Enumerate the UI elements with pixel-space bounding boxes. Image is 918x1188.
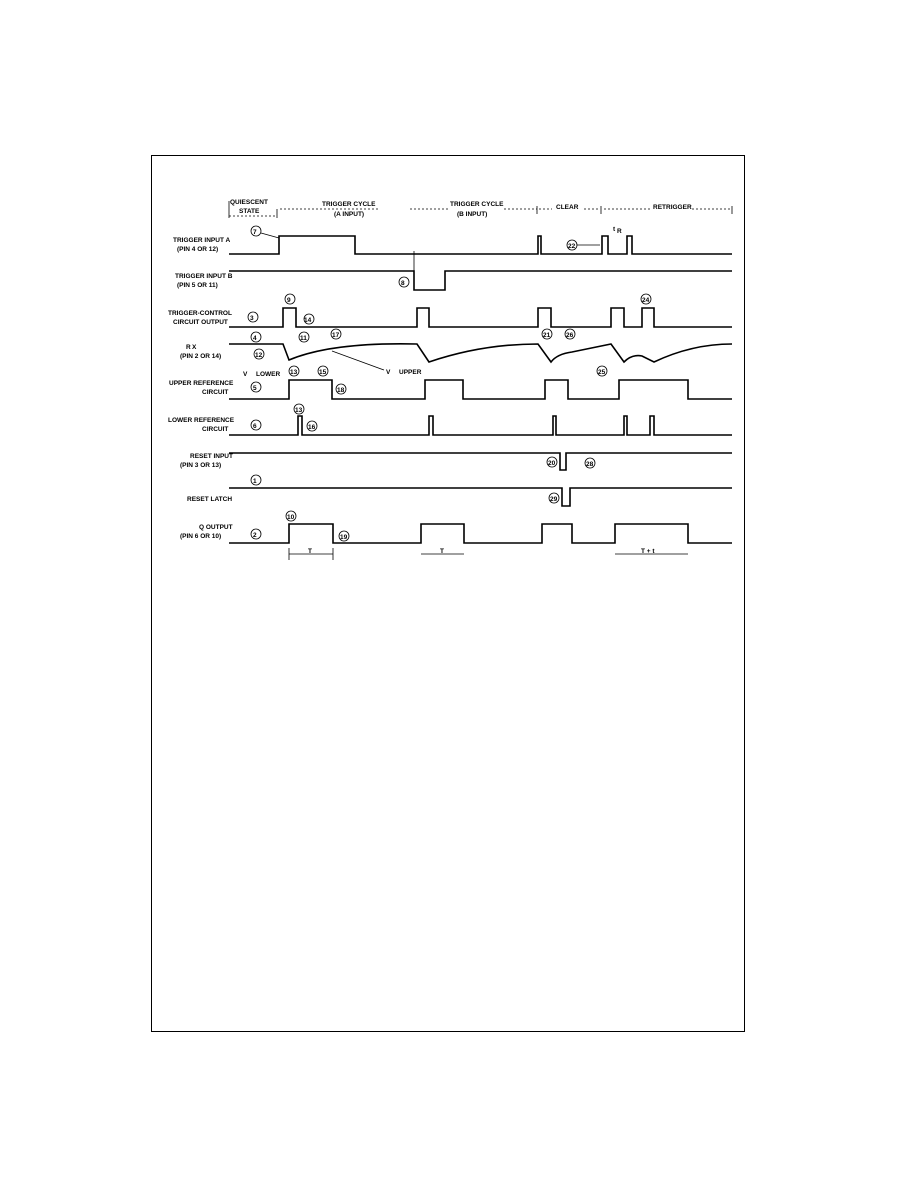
marker-1 (251, 475, 261, 485)
svg-text:12: 12 (255, 352, 263, 359)
marker-19 (339, 531, 349, 541)
marker-5 (251, 382, 261, 392)
marker-28 (585, 458, 595, 468)
svg-text:9: 9 (287, 297, 291, 304)
svg-text:28: 28 (586, 461, 594, 468)
signal-label: TRIGGER-CONTROL (168, 310, 232, 317)
marker-7 (251, 226, 261, 236)
upper-reference-waveform (229, 380, 732, 399)
svg-text:7: 7 (253, 229, 257, 236)
phase-label: TRIGGER CYCLE (450, 201, 504, 208)
marker-16 (307, 421, 317, 431)
svg-text:18: 18 (337, 387, 345, 394)
svg-text:11: 11 (300, 335, 307, 342)
vref-upper-label: UPPER (399, 369, 422, 376)
marker-25 (597, 366, 607, 376)
signal-label: CIRCUIT OUTPUT (173, 319, 228, 326)
marker-8 (399, 277, 409, 287)
signal-label: (PIN 3 OR 13) (180, 462, 222, 469)
phase-label: QUIESCENT (230, 199, 268, 206)
rc-input-waveform (229, 344, 732, 362)
signal-label: LOWER REFERENCE (168, 417, 235, 424)
signal-label: (PIN 2 OR 14) (180, 353, 222, 360)
timing-diagram (152, 156, 746, 1033)
svg-text:8: 8 (401, 280, 405, 287)
tr-label: R (617, 228, 622, 235)
svg-text:15: 15 (319, 369, 327, 376)
svg-text:21: 21 (543, 332, 551, 339)
svg-text:25: 25 (598, 369, 606, 376)
vref-lower-label: V (243, 371, 248, 378)
marker-6 (251, 420, 261, 430)
signal-label: TRIGGER INPUT B (175, 273, 233, 280)
vref-lower-label: LOWER (256, 371, 281, 378)
phase-label: (A INPUT) (334, 211, 365, 218)
marker-9 (285, 294, 295, 304)
svg-text:24: 24 (642, 297, 650, 304)
signal-label: UPPER REFERENCE (169, 380, 234, 387)
pulse-width-label: T + t (641, 548, 655, 555)
phase-label: CLEAR (556, 204, 579, 211)
signal-label: CIRCUIT (202, 389, 229, 396)
signal-label: TRIGGER INPUT A (173, 237, 231, 244)
trigger-a-waveform (229, 236, 732, 254)
svg-text:19: 19 (340, 534, 348, 541)
svg-text:17: 17 (332, 332, 340, 339)
marker-12 (254, 349, 264, 359)
marker-18 (336, 384, 346, 394)
marker-10 (286, 511, 296, 521)
lower-reference-waveform (229, 416, 732, 435)
svg-text:10: 10 (287, 514, 295, 521)
marker-2 (251, 529, 261, 539)
marker-14 (304, 314, 314, 324)
signal-label: (PIN 6 OR 10) (180, 533, 222, 540)
signal-label: RESET LATCH (187, 496, 233, 503)
trigger-b-waveform (229, 271, 732, 290)
marker-24 (641, 294, 651, 304)
marker-22 (567, 240, 577, 250)
signal-label: (PIN 4 OR 12) (177, 246, 219, 253)
svg-text:16: 16 (308, 424, 316, 431)
signal-label: RESET INPUT (190, 453, 233, 460)
pulse-width-label: T (308, 548, 312, 555)
tr-label: t (613, 226, 616, 233)
svg-text:6: 6 (253, 423, 257, 430)
signal-label: R (186, 344, 191, 351)
signal-label: CIRCUIT (202, 426, 229, 433)
marker-3 (248, 312, 258, 322)
marker-11 (299, 332, 309, 342)
pulse-width-label: T (440, 548, 444, 555)
marker-13b (294, 404, 304, 414)
signal-label: (PIN 5 OR 11) (177, 282, 218, 289)
phase-label: STATE (239, 208, 260, 215)
marker-4 (251, 332, 261, 342)
phase-label: TRIGGER CYCLE (322, 201, 376, 208)
reset-latch-waveform (229, 488, 732, 506)
phase-label: (B INPUT) (457, 211, 488, 218)
phase-label: RETRIGGER (653, 204, 692, 211)
vref-upper-label: V (386, 369, 391, 376)
marker-21 (542, 329, 552, 339)
svg-text:13: 13 (290, 369, 298, 376)
svg-text:22: 22 (568, 243, 576, 250)
signal-label: X (192, 344, 197, 351)
svg-text:3: 3 (250, 315, 254, 322)
marker-26 (565, 329, 575, 339)
marker-15 (318, 366, 328, 376)
svg-text:14: 14 (304, 317, 312, 324)
marker-17 (331, 329, 341, 339)
signal-label: Q OUTPUT (199, 524, 233, 531)
svg-text:13: 13 (295, 407, 303, 414)
reset-input-waveform (229, 453, 732, 470)
marker-29 (549, 493, 559, 503)
svg-text:26: 26 (566, 332, 574, 339)
svg-text:20: 20 (548, 460, 556, 467)
svg-text:5: 5 (253, 385, 257, 392)
marker-13 (289, 366, 299, 376)
svg-text:2: 2 (253, 532, 257, 539)
marker-20 (547, 457, 557, 467)
svg-text:4: 4 (253, 335, 257, 342)
svg-text:29: 29 (550, 496, 558, 503)
diagram-frame (151, 155, 745, 1032)
svg-text:1: 1 (253, 478, 257, 485)
q-output-waveform (229, 524, 732, 543)
